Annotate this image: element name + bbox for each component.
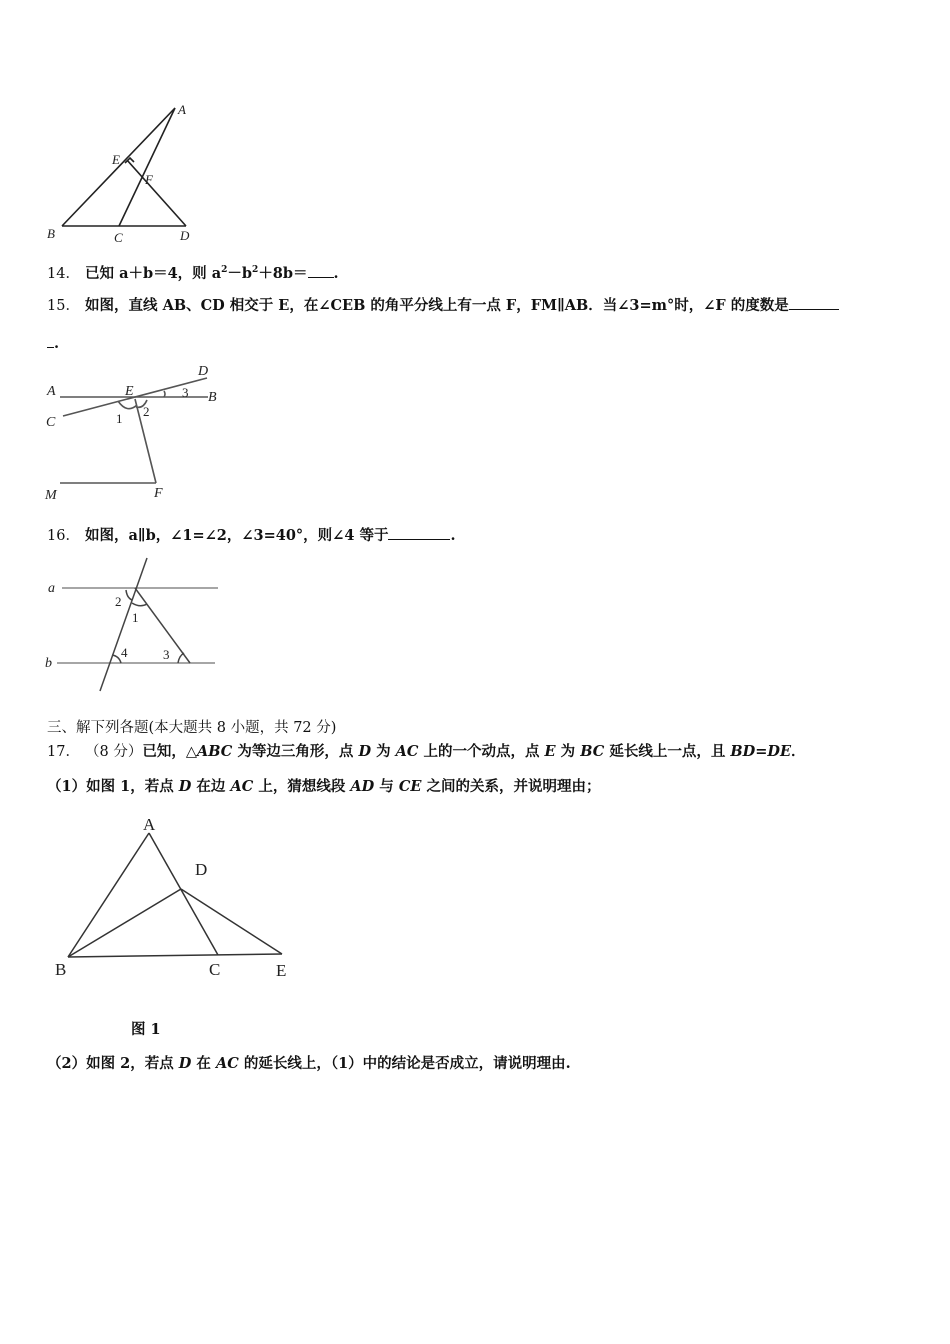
math-ac: AC	[395, 743, 419, 760]
question-text: ＋8b＝	[258, 264, 308, 282]
question-15	[47, 295, 839, 316]
label-D: D	[195, 860, 208, 879]
math-bc: BC	[580, 743, 605, 760]
label-b: b	[45, 656, 52, 671]
math-d: D	[178, 778, 192, 795]
question-text: 在边	[191, 778, 231, 795]
question-text: 上，猜想线段	[253, 778, 351, 795]
question-17-part-2	[47, 1054, 571, 1074]
question-text: 在	[191, 1055, 216, 1072]
question-text: 上的一个动点，点	[418, 743, 545, 760]
math-d: D	[358, 743, 372, 760]
label-D: D	[180, 228, 190, 243]
answer-blank[interactable]	[388, 525, 450, 540]
section-title: 三、解下列各题(本大题共 8 小题，共 72 分)	[47, 720, 337, 736]
label-C: C	[114, 230, 123, 245]
label-1: 1	[132, 610, 139, 625]
question-text: 的延长线上，（1）中的结论是否成立，请说明理由.	[238, 1055, 571, 1072]
question-text: 已知，△	[142, 743, 198, 760]
question-17-part-1	[47, 777, 600, 797]
question-text: 为	[371, 743, 396, 760]
figure-caption	[131, 1020, 161, 1040]
math-abc: ABC	[197, 743, 233, 760]
figure-q13-triangle	[40, 95, 210, 250]
label-E: E	[276, 961, 287, 980]
question-number: 16．	[47, 528, 80, 544]
question-text: 为	[555, 743, 581, 760]
question-text: 延长线上一点，且	[604, 743, 731, 760]
caption-text: 图 1	[131, 1021, 161, 1038]
label-3: 3	[182, 385, 189, 400]
question-number: 17．	[47, 744, 80, 760]
math-ad: AD	[350, 778, 375, 795]
label-E: E	[125, 384, 134, 399]
period: .	[333, 264, 339, 282]
label-B: B	[47, 226, 55, 241]
question-text: －b	[227, 264, 253, 282]
section-header	[47, 718, 336, 738]
label-2: 2	[115, 594, 122, 609]
label-C: C	[46, 415, 56, 430]
label-a: a	[48, 581, 55, 596]
math-d: D	[178, 1055, 192, 1072]
question-text: 为等边三角形，点	[232, 743, 359, 760]
label-F: F	[145, 172, 153, 187]
figure-q16-parallel-lines	[40, 555, 230, 695]
label-M: M	[45, 488, 57, 503]
label-2: 2	[143, 404, 150, 419]
question-text: 如图，a∥b，∠1=∠2，∠3=40°，则∠4 等于	[85, 527, 389, 544]
label-E: E	[112, 152, 120, 167]
math-ac: AC	[215, 1055, 239, 1072]
question-number: 15．	[47, 298, 80, 314]
label-F: F	[154, 486, 163, 501]
answer-blank-continued[interactable]	[47, 333, 54, 348]
superscript: 2	[221, 265, 228, 275]
label-4: 4	[121, 645, 128, 660]
math-ac: AC	[230, 778, 254, 795]
period: ．	[791, 743, 806, 760]
label-A: A	[47, 384, 56, 399]
label-3: 3	[163, 647, 170, 662]
label-A: A	[143, 815, 156, 834]
question-score: （8 分）	[85, 744, 143, 760]
math-e: E	[544, 743, 556, 760]
question-text: （2）如图 2，若点	[47, 1055, 179, 1072]
label-A: A	[178, 102, 186, 117]
question-16	[47, 525, 456, 546]
figure-q15-lines	[40, 355, 230, 505]
question-number: 14．	[47, 265, 80, 282]
label-C: C	[209, 960, 221, 979]
question-text: 与	[374, 778, 399, 795]
label-B: B	[208, 390, 217, 405]
period: .	[450, 527, 456, 544]
math-ce: CE	[398, 778, 422, 795]
question-text: 之间的关系，并说明理由；	[421, 778, 601, 795]
label-B: B	[55, 960, 67, 979]
question-text: 如图，直线 AB、CD 相交于 E，在∠CEB 的角平分线上有一点 F，FM∥AB．当∠3=m°时，∠F 的度数是	[85, 297, 789, 314]
answer-blank[interactable]	[308, 263, 334, 278]
superscript: 2	[252, 265, 259, 275]
question-14	[47, 260, 339, 284]
answer-blank[interactable]	[789, 295, 839, 310]
label-1: 1	[116, 411, 123, 426]
figure-q17-fig1	[40, 805, 310, 985]
question-text: （1）如图 1，若点	[47, 778, 179, 795]
question-17	[47, 742, 806, 762]
question-text: 已知 a＋b＝4，则 a	[85, 264, 222, 282]
label-D: D	[198, 364, 209, 379]
period: .	[54, 335, 60, 352]
math-bd-de: BD=DE	[730, 743, 792, 760]
question-15-continuation	[47, 333, 59, 354]
